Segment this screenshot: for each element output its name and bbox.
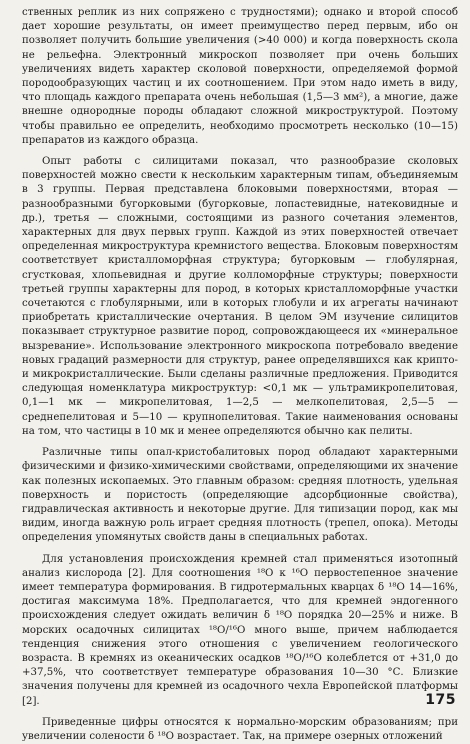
paragraph-salinity: Приведенные цифры относятся к нормально-морским образованиям; при увеличении солености δ ¹⁸O возрастает. Так, на примере озерных отложений: [22, 716, 458, 742]
paragraph-physical-properties: Различные типы опал-кристобалитовых пород обладают характерными физическими и физико-химическими свойствами, определяющими их значение как полезных ископаемых. Это главным образом: средняя плотность, удельная поверхность и пористость (определяющие адсорбционные свойства), гидравлическая активность и некоторые другие. Для типизации пород, как мы видим, иногда важную роль играет средняя плотность (трепел, опока). Методы определения упомянутых свойств даны в специальных работах.: [22, 447, 458, 544]
page-body: [22, 6, 458, 744]
paragraph-surface-types: Опыт работы с силицитами показал, что разнообразие сколовых поверхностей можно свести к нескольким характерным типам, объединяемым в 3 группы. Первая представлена блоковыми поверхностями, вторая — разнообразными бугорковыми (бугорковые, лопастевидные, натековидные и др.), третья — сложными, состоящими из разного сочетания элементов, характерных для двух первых групп. Каждой из этих поверхностей отвечает определенная микроструктура кремнистого вещества. Блоковым поверхностям соответствует кристалломорфная структура; бугорковым — глобулярная, сгустковая, хлопьевидная и другие колломорфные структуры; поверхности третьей группы характерны для пород, в которых кристалломорфные участки сочетаются с глобулярными, или в которых глобули и их агрегаты начинают приобретать кристаллические очертания. В целом ЭМ изучение силицитов показывает структурное развитие пород, сопровождающееся их «минеральное вызревание». Использование электронного микроскопа потребовало введение новых градаций размерности для структур, ранее определявшихся как крипто- и микрокристаллические. Были сделаны различные предложения. Приводится следующая номенклатура микроструктур: <0,1 мк — ультрамикропелитовая, 0,1—1 мк — микропелитовая, 1—2,5 — мелкопелитовая, 2,5—5 — среднепелитовая и 5—10 — крупнопелитовая. Такие наименования основаны на том, что частицы в 10 мк и менее определяются обычно как пелиты.: [22, 156, 458, 437]
paragraph-oxygen-isotopes: Для установления происхождения кремней стал применяться изотопный анализ кислорода [2]. Для соотношения ¹⁸O к ¹⁶O первостепенное значение имеет температура формирования. В гидротермальных кварцах δ ¹⁸O 14—16%, достигая максимума 18%. Предполагается, что для кремней эндогенного происхождения следует ожидать величин δ ¹⁸O порядка 20—25% и ниже. В морских осадочных силицитах ¹⁸O/¹⁶O много выше, причем наблюдается тенденция снижения этого отношения с увеличением геологического возраста. В кремнях из океанических осадков ¹⁸O/¹⁶O колеблется от +31,0 до +37,5%, что соответствует температуре образования 10—30 °С. Близкие значения получены для кремней из осадочного чехла Европейской платформы [2].: [22, 553, 458, 707]
paragraph-continuation: ственных реплик из них сопряжено с трудностями); однако и второй способ дает хорошие результаты, он имеет преимущество перед первым, ибо он позволяет получить большие увеличения (>40 000) и когда поверхность скола не рельефна. Электронный микроскоп позволяет при очень больших увеличениях видеть характер сколовой поверхности, определяемой формой породообразующих частиц и их соотношением. При этом надо иметь в виду, что площадь каждого препарата очень небольшая (1,5—3 мм²), а многие, даже внешне однородные породы обладают сложной микроструктурой. Поэтому чтобы правильно ее определить, необходимо просмотреть несколько (10—15) препаратов из каждого образца.: [22, 7, 458, 146]
page-number: 175: [425, 692, 456, 708]
